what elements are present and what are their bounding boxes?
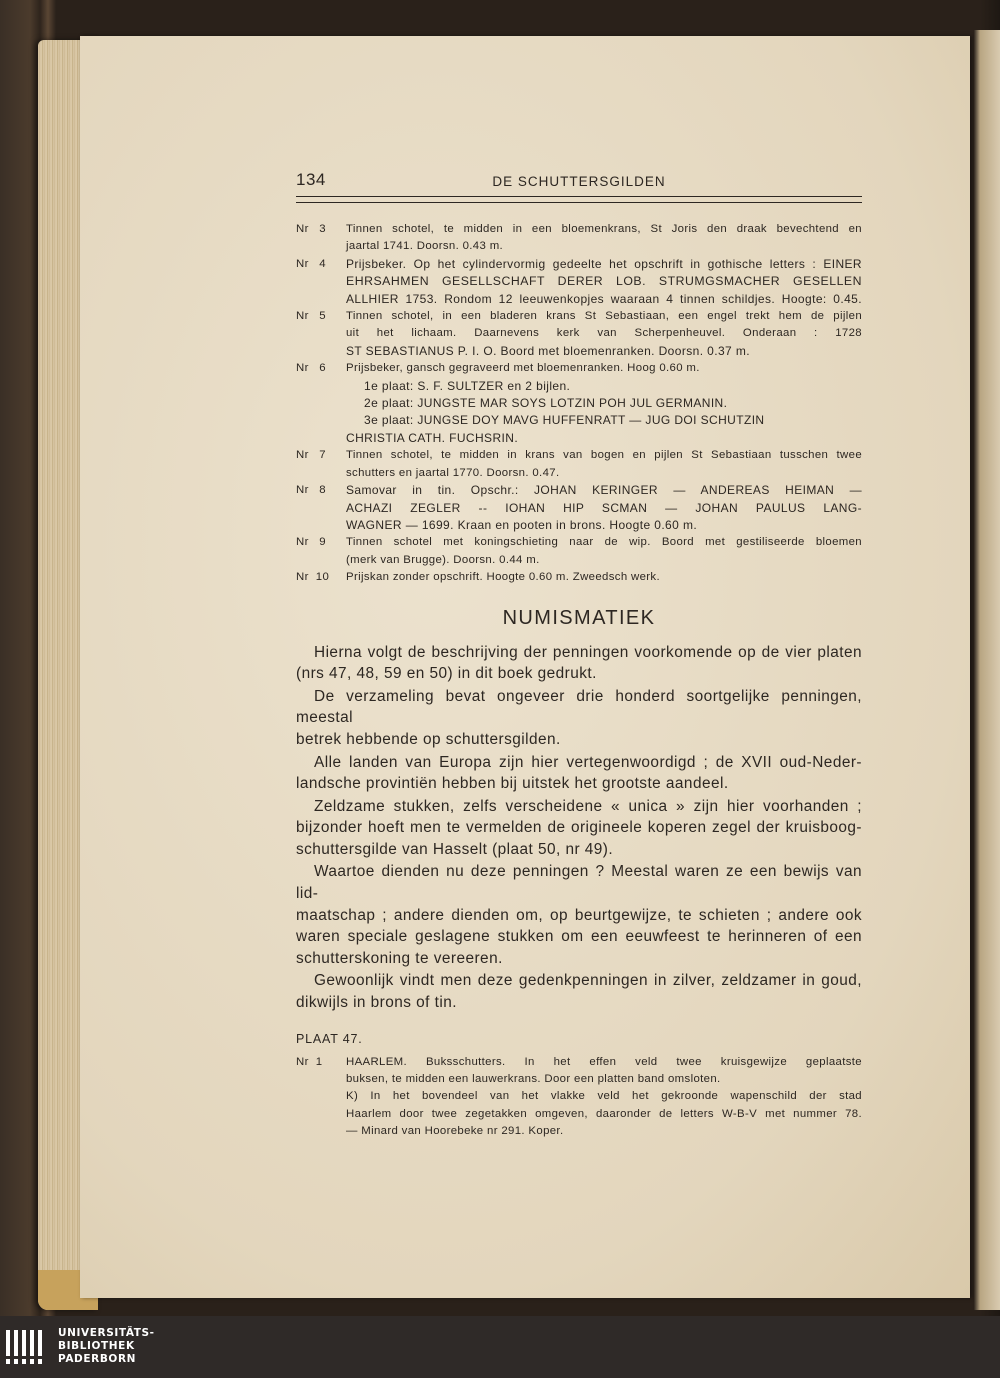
entry-text: Prijskan zonder opschrift. Hoogte 0.60 m. Zweedsch werk.	[346, 571, 660, 584]
entry-text: Tinnen schotel, te midden in een bloemenkrans, St Joris den draak bevechtend en jaartal 1741. Doorsn. 0.43 m.	[346, 223, 862, 253]
catalogue-entries	[296, 221, 862, 587]
entry-number: Nr 5	[296, 310, 326, 323]
library-footer-bar	[0, 1316, 1000, 1378]
catalogue-entry	[296, 569, 862, 586]
facing-page-edge	[974, 30, 1000, 1310]
entry-number: Nr 6	[296, 362, 326, 375]
entry-text: HAARLEM. Buksschutters. In het effen veld twee kruisgewijze geplaatste buksen, te midden een lauwerkrans. Door een platten band omsloten. K) In het bovendeel van het vlakke veld het gekroonde wapenschild der stad Haarlem door twee zegetakken omgeven, daaronder de letters W-B-V met nummer 78. — Minard van Hoorebeke nr 291. Koper.	[346, 1055, 862, 1138]
page-number: 134	[296, 170, 326, 189]
entry-text: Prijsbeker. Op het cylindervormig gedeelte het opschrift in gothische letters : EINER EHRSAHMEN GESELLSCHAFT DERER LOB. STRUMGSMACHER GESELLEN ALLHIER 1753. Rondom 12 leeuwenkopjes waaraan 4 tinnen schildjes. Hoogte: 0.45.	[346, 256, 862, 306]
running-head: DE SCHUTTERSGILDEN	[492, 174, 666, 189]
entry-number: Nr 8	[296, 484, 326, 497]
body-paragraph: Hierna volgt de beschrijving der penningen voorkomende op de vier platen (nrs 47, 48, 59 en 50) in dit boek gedrukt.	[296, 643, 862, 683]
header-rule	[296, 196, 862, 203]
catalogue-entry	[296, 308, 862, 360]
body-paragraph: Waartoe dienden nu deze penningen ? Meestal waren ze een bewijs van lid- maatschap ; andere dienden om, op beurtgewijze, te schieten ; andere ook waren speciale geslagene stukken om een eeuwfeest te herinneren of een schutterskoning te vereeren.	[296, 863, 862, 967]
entry-text: Tinnen schotel, te midden in krans van bogen en pijlen St Sebastiaan tusschen twee schutters en jaartal 1770. Doorsn. 0.47.	[346, 449, 862, 479]
body-paragraph: Alle landen van Europa zijn hier vertegenwoordigd ; de XVII oud-Neder- landsche provintiën hebben bij uitstek het grootste aandeel.	[296, 753, 862, 793]
catalogue-entry	[296, 482, 862, 534]
body-paragraph: Gewoonlijk vindt men deze gedenkpenningen in zilver, zeldzamer in goud, dikwijls in brons of tin.	[296, 972, 862, 1012]
entry-number: Nr 9	[296, 536, 326, 549]
entry-number: Nr 10	[296, 571, 330, 584]
catalogue-entry	[296, 221, 862, 256]
catalogue-entry	[296, 360, 862, 447]
body-paragraph: De verzameling bevat ongeveer drie honderd soortgelijke penningen, meestal betrek hebbende op schuttersgilden.	[296, 687, 862, 748]
entry-text: Tinnen schotel met koningschieting naar de wip. Boord met gestiliseerde bloemen (merk van Brugge). Doorsn. 0.44 m.	[346, 536, 862, 566]
entry-number: Nr 3	[296, 223, 326, 235]
plate-heading: PLAAT 47.	[296, 1031, 363, 1046]
entry-text: Tinnen schotel, in een bladeren krans St Sebastiaan, een engel trekt hem de pijlen uit het lichaam. Daarnevens kerk van Scherpenheuvel. Onderaan : 1728 ST SEBASTIANUS P. I. O. Boord met bloemenranken. Doorsn. 0.37 m.	[346, 310, 862, 358]
entry-number: Nr 4	[296, 257, 326, 270]
catalogue-entry	[296, 534, 862, 569]
section-title: NUMISMATIEK	[502, 606, 656, 629]
catalogue-entry	[296, 447, 862, 482]
plate-entries	[296, 1054, 862, 1141]
plate-entry	[296, 1054, 862, 1141]
entry-number: Nr 7	[296, 449, 326, 462]
entry-text: Samovar in tin. Opschr.: JOHAN KERINGER — ANDEREAS HEIMAN — ACHAZI ZEGLER -- IOHAN HIP SCMAN — JOHAN PAULUS LANG- WAGNER — 1699. Kraan en pooten in brons. Hoogte 0.60 m.	[346, 483, 862, 532]
body-paragraph: Zeldzame stukken, zelfs verscheidene « unica » zijn hier voorhanden ; bijzonder hoeft men te vermelden de origineele koperen zegel der kruisboog- schuttersgilde van Hasselt (plaat 50, nr 49).	[296, 797, 862, 858]
catalogue-entry	[296, 256, 862, 308]
library-name: UNIVERSITÄTS- BIBLIOTHEK PADERBORN	[58, 1327, 155, 1365]
entry-number: Nr 1	[296, 1055, 323, 1068]
library-logo-icon	[4, 1326, 48, 1368]
page-content	[296, 170, 862, 1141]
entry-text: Prijsbeker, gansch gegraveerd met bloemenranken. Hoog 0.60 m. 1e plaat: S. F. SULTZER en 2 bijlen. 2e plaat: JUNGSTE MAR SOYS LOTZIN POH JUL GERMANIN. 3e plaat: JUNGSE DOY MAVG HUFFENRATT — JUG DOI SCHUTZIN CHRISTIA CATH. FUCHSRIN.	[346, 362, 765, 445]
